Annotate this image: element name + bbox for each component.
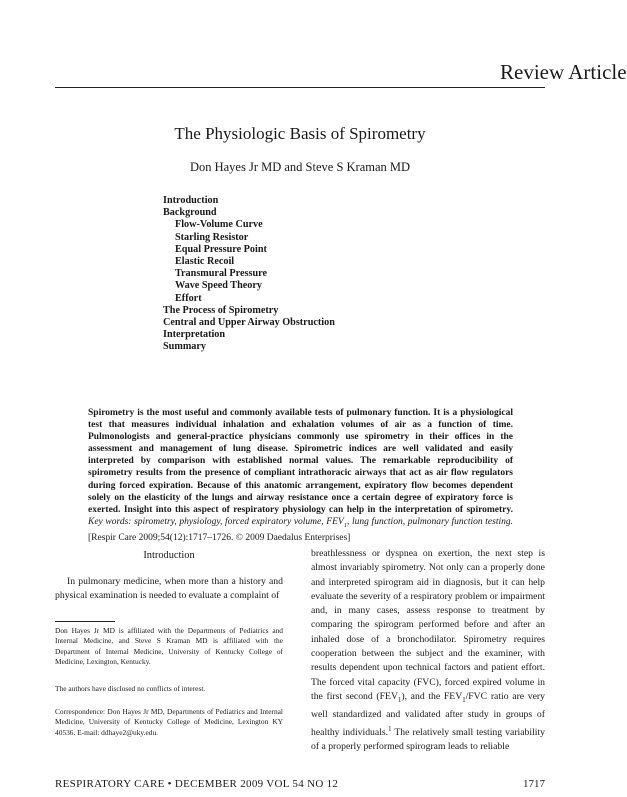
toc-item: Summary (163, 341, 207, 353)
toc-item: Flow-Volume Curve (175, 219, 263, 231)
reference-marker: 1 (388, 725, 392, 733)
footnote-correspondence: Correspondence: Don Hayes Jr MD, Departments of Pediatrics and Internal Medicine, University of Kentucky College of Medicine, Lexington KY 40536. E-mail: ddhaye2@uky.edu. (55, 707, 283, 737)
toc-item: Effort (175, 292, 202, 304)
toc-item: Introduction (163, 195, 219, 206)
intro-paragraph-left: In pulmonary medicine, when more than a history and physical examination is needed to evaluate a complaint of (55, 576, 283, 602)
toc-item: Transmural Pressure (175, 268, 267, 280)
toc-item: Elastic Recoil (175, 256, 235, 268)
page-number: 1717 (523, 778, 545, 790)
section-label: Review Article (500, 60, 627, 84)
toc-item: Wave Speed Theory (175, 280, 262, 292)
abstract-keywords-label: Key words: (88, 516, 132, 527)
abstract-citation: [Respir Care 2009;54(12):1717–1726. © 2009 Daedalus Enterprises] (88, 532, 351, 543)
intro-paragraph-right: breathlessness or dyspnea on exertion, the next step is almost invariably spirometry. Not only can a properly done and interpreted spirogram aid in diagnosis, but it can help evaluate the severity of a respiratory problem or impairment and, in many cases, assess response to treatment by comparing the spirogram performed before and after an inhaled dose of a bronchodilator. Spirometry requires cooperation between the subject and the examiner, with results dependent upon technical factors and patient effort. The forced vital capacity (FVC), forced expired volume in the first second $(FEV_1)$, and the $FEV_1$/FVC ratio are very well standardized and validated after study in groups of healthy individuals.$^1$ The relatively small testing variability of a properly performed spirogram leads to reliable (311, 548, 545, 753)
toc-item: The Process of Spirometry (163, 304, 279, 316)
article-title: The Physiologic Basis of Spirometry (174, 124, 426, 143)
intro-heading: Introduction (143, 550, 195, 561)
toc-item: Starling Resistor (175, 231, 249, 243)
header-rule (55, 87, 545, 88)
article-authors: Don Hayes Jr MD and Steve S Kraman MD (189, 160, 411, 174)
abstract (88, 407, 513, 544)
toc-item: Equal Pressure Point (175, 243, 267, 255)
toc-item: Interpretation (163, 329, 226, 341)
footnote-affiliation: Don Hayes Jr MD is affiliated with the Departments of Pediatrics and Internal Medicine, and Steve S Kraman MD is affiliated with the Department of Internal Medicine, University of Kentucky College of Medicine, Lexington, Kentucky. (55, 626, 283, 667)
footnote-conflicts: The authors have disclosed no conflicts of interest. (55, 684, 206, 693)
abstract-keywords: spirometry, physiology, forced expiratory volume, $FEV_1$, lung function, pulmonary function testing. (134, 516, 513, 529)
table-of-contents (163, 195, 463, 354)
footnote-rule (55, 621, 115, 622)
abstract-body: Spirometry is the most useful and commonly available tests of pulmonary function. It is a physiological test that measures individual inhalation and exhalation volumes of air as a function of time. Pulmonologists and general-practice physicians commonly use spirometry in their offices in the assessment and management of lung disease. Spirometric indices are well validated and easily interpreted by comparison with established normal values. The remarkable reproducibility of spirometry results from the presence of compliant intrathoracic airways that act as air flow regulators during forced expiration. Because of this anatomic arrangement, expiratory flow becomes dependent solely on the elasticity of the lungs and airway resistance once a certain degree of expiratory force is exerted. Insight into this aspect of respiratory physiology can help in the interpretation of spirometry. (88, 408, 513, 515)
toc-item: Background (163, 207, 217, 219)
toc-item: Central and Upper Airway Obstruction (163, 317, 335, 329)
journal-citation: RESPIRATORY CARE • DECEMBER 2009 VOL 54 NO 12 (55, 778, 339, 790)
